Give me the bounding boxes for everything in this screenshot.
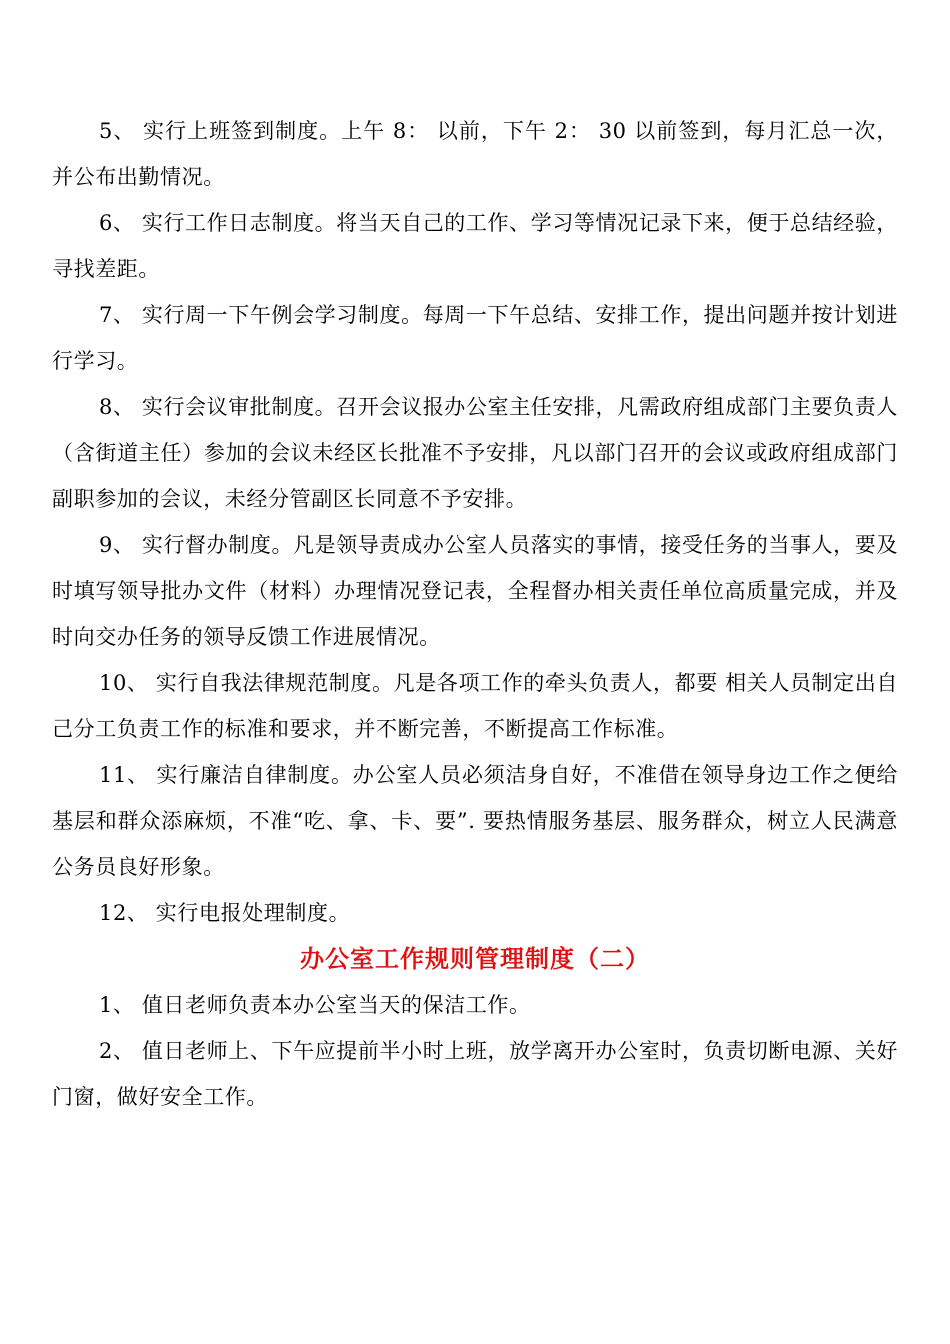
paragraph-rule-6: 6、 实行工作日志制度。将当天自己的工作、学习等情况记录下来，便于总结经验，寻找差距。	[52, 211, 898, 281]
paragraph-rule-12: 12、 实行电报处理制度。	[99, 901, 351, 925]
section-title: 办公室工作规则管理制度（二）	[300, 944, 650, 973]
document-page	[52, 108, 898, 1120]
paragraph-rule-10: 10、 实行自我法律规范制度。凡是各项工作的牵头负责人，都要 相关人员制定出自己分工负责工作的标准和要求，并不断完善，不断提高工作标准。	[52, 671, 898, 741]
paragraph-rule-7: 7、 实行周一下午例会学习制度。每周一下午总结、安排工作，提出问题并按计划进行学习。	[52, 303, 898, 373]
paragraph-duty-1: 1、 值日老师负责本办公室当天的保洁工作。	[99, 993, 531, 1017]
paragraph-rule-11: 11、 实行廉洁自律制度。办公室人员必须洁身自好，不准借在领导身边工作之便给基层和群众添麻烦，不准“吃、拿、卡、要”. 要热情服务基层、服务群众，树立人民满意公务员良好形象。	[52, 763, 898, 879]
paragraph-duty-2: 2、 值日老师上、下午应提前半小时上班，放学离开办公室时，负责切断电源、关好门窗，做好安全工作。	[52, 1039, 898, 1109]
paragraph-rule-9: 9、 实行督办制度。凡是领导责成办公室人员落实的事情，接受任务的当事人，要及时填写领导批办文件（材料）办理情况登记表，全程督办相关责任单位高质量完成，并及时向交办任务的领导反馈工作进展情况。	[52, 533, 898, 649]
paragraph-rule-8: 8、 实行会议审批制度。召开会议报办公室主任安排，凡需政府组成部门主要负责人（含街道主任）参加的会议未经区长批准不予安排，凡以部门召开的会议或政府组成部门副职参加的会议，未经分管副区长同意不予安排。	[52, 395, 898, 511]
paragraph-rule-5: 5、 实行上班签到制度。上午 8： 以前，下午 2： 30 以前签到，每月汇总一次，并公布出勤情况。	[52, 119, 898, 189]
